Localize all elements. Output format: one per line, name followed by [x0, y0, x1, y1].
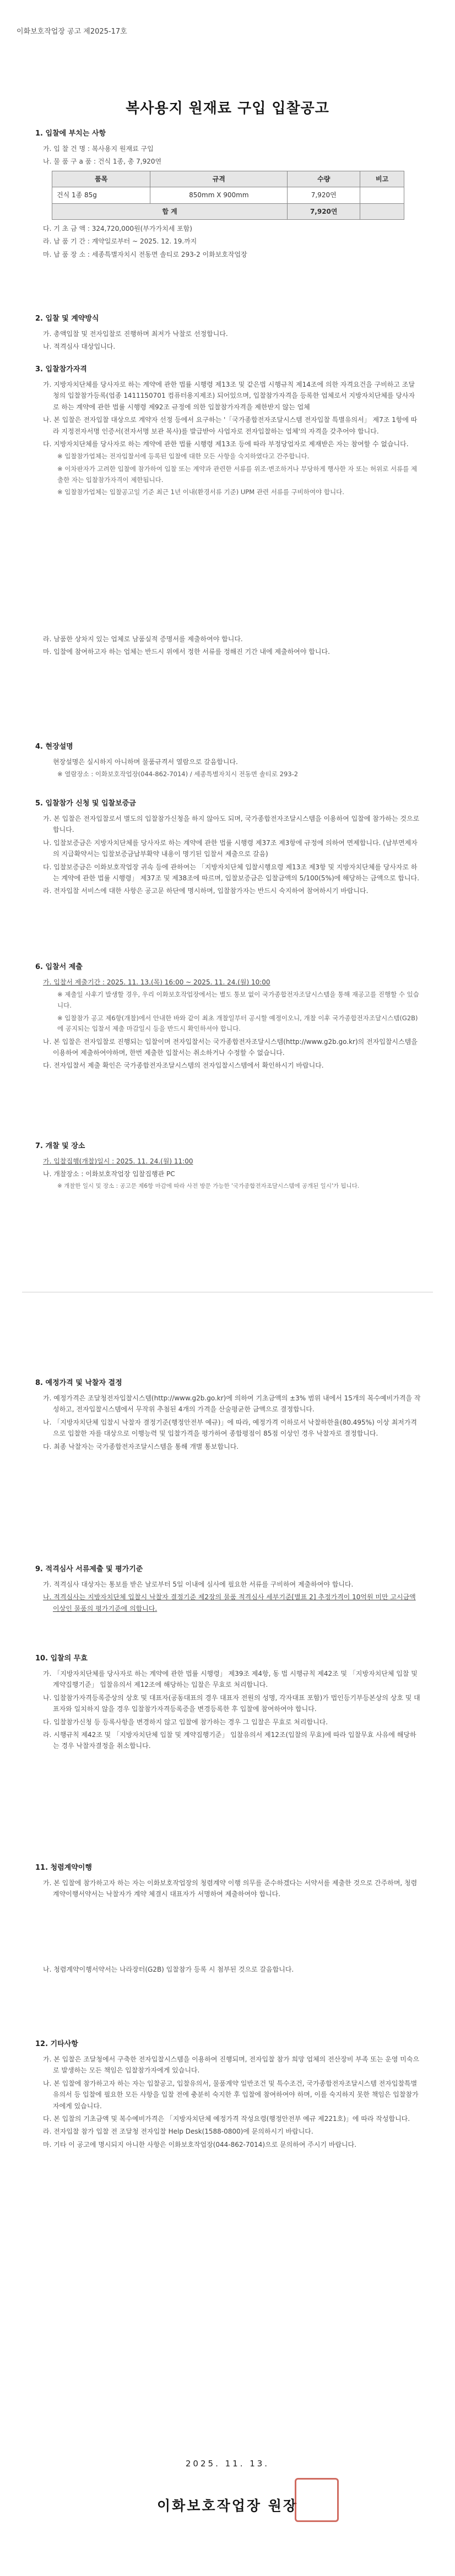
blank-space	[35, 500, 421, 632]
total-note	[360, 203, 404, 219]
cell-qty: 7,920연	[288, 187, 360, 203]
submission-da: 다. 전자입찰서 제출 확인은 국가종합전자조달시스템의 전자입찰시스템에서 확인하시기 바랍니다.	[43, 1062, 324, 1070]
header-qty: 수량	[288, 171, 360, 187]
section-opening	[35, 1140, 421, 1192]
section-title: 2. 입찰 및 계약방식	[35, 315, 99, 323]
opening-note: ※ 개찰한 일시 및 장소 : 공고문 제6항 마감에 따라 사전 방문 가능한 '국가종합전자조달시스템에 공개된 일시'가 됩니다.	[57, 1182, 360, 1189]
total-label: 합 계	[52, 203, 288, 219]
notice-number: 이화보호작업장 공고 제2025-17호	[17, 28, 127, 36]
site-briefing-note: ※ 열람장소 : 이화보호작업장(044-862-7014) / 세종특별자치시 전동면 솔티로 293-2	[57, 770, 299, 778]
opening-date	[43, 1156, 421, 1167]
section-title: 6. 입찰서 제출	[35, 963, 83, 971]
table-header-row	[52, 171, 404, 187]
invalid-na: 나. 입찰참가자격등록증상의 상호 및 대표자(공동대표의 경우 대표자 전원의 성명, 각자대표 포함)가 법인등기부등본상의 상호 및 대표자와 일치하지 않을 경우 입찰참가자격등록증을 변경등록한 후 입찰에 참여하여야 합니다.	[43, 1693, 420, 1713]
cell-note	[360, 187, 404, 203]
base-amount: 다. 기 초 금 액 : 324,720,000원(부가가치세 포함)	[43, 225, 192, 233]
integrity-ga: 가. 본 입찰에 참가하고자 하는 자는 이화보호작업장의 청렴계약 이행 의무를 준수하겠다는 서약서를 제출한 것으로 간주하며, 청렴계약이행서약서는 낙찰자가 계약 체결시 대표자가 서명하여 제출하여야 합니다.	[43, 1879, 418, 1898]
deposit-ra: 라. 전자입찰 서비스에 대한 사항은 공고문 하단에 명시하며, 입찰참가자는 반드시 숙지하여 참여하시기 바랍니다.	[43, 887, 369, 895]
section-submission	[35, 961, 421, 1073]
misc-ga: 가. 본 입찰은 조달청에서 구축한 전자입찰시스템을 이용하여 진행되며, 전자입찰 참가 희망 업체의 전산장비 부족 또는 운영 미숙으로 발생하는 모든 책임은 입찰참가자에게 있습니다.	[43, 2055, 420, 2075]
table-total-row	[52, 203, 404, 219]
signer-name: 이화보호작업장 원장	[156, 2498, 299, 2514]
deposit-ga: 가. 본 입찰은 전자입찰로서 별도의 입찰참가신청을 하지 않아도 되며, 국가종합전자조달시스템을 이용하여 입찰에 참가하는 것으로 합니다.	[43, 815, 420, 834]
header-note: 비고	[360, 171, 404, 187]
official-seal-icon	[295, 2478, 339, 2522]
section-review	[35, 1563, 421, 1616]
page-title: 복사용지 원재료 구입 입찰공고	[126, 100, 329, 117]
eligibility-na: 나. 본 입찰은 전자입찰 대상으로 계약자 선정 등에서 요구하는 '「국가종합전자조달시스템 전자입찰 특별유의서」 제7조 1항에 따라 지정전자서명 인증서(전자서명 보관 복사)를 발급받아 사업자로 전자입찰하는 업체'의 자격을 갖추어야 합니다.	[43, 416, 418, 435]
blank-space	[35, 1902, 421, 1962]
header-spec: 규격	[150, 171, 288, 187]
total-value: 7,920연	[288, 203, 360, 219]
section-deposit	[35, 798, 421, 899]
notice-date: 2025. 11. 13.	[185, 2459, 270, 2469]
section-site-briefing	[35, 741, 421, 782]
section-title: 3. 입찰참가자격	[35, 365, 87, 374]
eligibility-da: 다. 지방자치단체를 당사자로 하는 계약에 관한 법률 시행령 제13조 등에 따라 부정당업자로 제재받은 자는 참여할 수 없습니다.	[43, 440, 409, 448]
section-title: 11. 청렴계약이행	[35, 1864, 92, 1872]
section-title: 9. 적격심사 서류제출 및 평가기준	[35, 1565, 143, 1573]
review-ga: 가. 적격심사 대상자는 통보를 받은 날로부터 5일 이내에 심사에 필요한 서류를 구비하여 제출하여야 합니다.	[43, 1581, 354, 1589]
misc-ma: 마. 기타 이 공고에 명시되지 아니한 사항은 이화보호작업장(044-862-7014)으로 문의하여 주시기 바랍니다.	[43, 2140, 357, 2149]
table-row	[52, 187, 404, 203]
section-title: 1. 입찰에 부치는 사항	[35, 129, 106, 138]
site-briefing-text: 현장설명은 실시하지 아니하며 물품규격서 열람으로 갈음합니다.	[53, 758, 238, 766]
section-title: 10. 입찰의 무효	[35, 1654, 88, 1663]
eligibility-review-text: 나. 적격심사 대상입니다.	[43, 343, 116, 351]
invalid-da: 다. 입찰참가신청 등 등록사항을 변경하지 않고 입찰에 참가하는 경우 그 입찰은 무효로 처리합니다.	[43, 1718, 328, 1726]
bid-goods: 나. 물 품 구 a 품 : 건식 1종, 총 7,920연	[43, 158, 162, 166]
eligibility-ma: 마. 입찰에 참여하고자 하는 업체는 반드시 위에서 정한 서류를 정해진 기간 내에 제출하여야 합니다.	[43, 648, 330, 656]
price-na: 나. 「지방자치단체 입찰시 낙찰자 결정기준(행정안전부 예규)」에 따라, 예정가격 이하로서 낙찰하한율(80.495%) 이상 최저가격으로 입찰한 자를 대상으로 이행능력 및 입찰가격을 평가하여 종합평점이 85점 이상인 경우 낙찰자로 결정합니다.	[43, 1418, 417, 1438]
spec-table	[52, 171, 404, 220]
opening-date-text: 가. 입찰집행(개찰)일시 : 2025. 11. 24.(월) 11:00	[43, 1157, 193, 1166]
section-integrity	[35, 1862, 421, 1977]
section-bid-subject	[35, 128, 421, 262]
review-na	[43, 1592, 421, 1614]
eligibility-ra: 라. 남품한 상차지 있는 업체로 남품실적 증명서를 제출하여야 합니다.	[43, 635, 243, 643]
section-title: 8. 예정가격 및 낙찰자 결정	[35, 1379, 122, 1387]
submission-period-text: 가. 입찰서 제출기간 : 2025. 11. 13.(목) 16:00 ~ 2025. 11. 24.(월) 10:00	[43, 978, 270, 987]
delivery-period: 라. 납 품 기 간 : 계약일로부터 ~ 2025. 12. 19.까지	[43, 237, 197, 246]
deposit-da: 다. 입찰보증금은 이화보호작업장 귀속 등에 관하여는 「지방자치단체 입찰시행요령 제13조 제3항 및 지방자치단체를 당사자로 하는 계약에 관한 법률 시행령」 제37조 및 제38조에 따르며, 입찰보증금은 입찰금액의 5/100(5%)에 해당하는 금액으로 합니다.	[43, 863, 420, 883]
section-invalid	[35, 1653, 421, 1754]
eligibility-note: ※ 입찰참가업체는 전자입찰서에 등록된 입찰에 대한 모든 사항을 숙지하였다고 간주합니다.	[57, 452, 310, 461]
section-price	[35, 1377, 421, 1454]
section-title: 4. 현장설명	[35, 743, 73, 751]
section-eligibility	[35, 364, 421, 659]
misc-na: 나. 본 입찰에 참가하고자 하는 자는 입찰공고, 입찰유의서, 물품계약 일반조건 및 특수조건, 국가종합전자조달시스템 전자입찰특별유의서 등 입찰에 필요한 모든 사항을 입찰 전에 충분히 숙지한 후 입찰에 참여하여야 하며, 이를 숙지하지 못한 책임은 입찰참가자에게 있습니다.	[43, 2079, 419, 2110]
price-ga: 가. 예정가격은 조달청전자입찰시스템(http://www.g2b.go.kr)에 의하여 기초금액의 ±3% 범위 내에서 15개의 복수예비가격을 작성하고, 전자입찰시스템에서 무작위 추첨된 4개의 가격을 산술평균한 금액으로 결정합니다.	[43, 1394, 421, 1414]
opening-place: 나. 개찰장소 : 이화보호작업장 입찰집행관 PC	[43, 1170, 175, 1178]
eligibility-note: ※ 입찰참가업체는 입찰공고일 기준 최근 1년 이내(환경서류 기준) UPM 관련 서류를 구비하여야 합니다.	[57, 488, 344, 496]
section-misc	[35, 2038, 421, 2152]
invalid-ga: 가. 「지방자치단체를 당사자로 하는 계약에 관한 법률 시행령」 제39조 제4항, 동 법 시행규칙 제42조 및 「지방자치단체 입찰 및 계약집행기준」 입찰유의서 제12조에 해당하는 입찰은 무효로 처리합니다.	[43, 1670, 418, 1689]
review-na-text: 나. 적격심사는 지방자치단체 입찰시 낙찰자 결정기준 제2장의 물품 적격심사 세부기준[별표 2] 추정가격이 10억원 미만 고시금액 이상인 물품의 평가기준에 의합니다.	[43, 1593, 416, 1612]
header-item: 품목	[52, 171, 150, 187]
section-title: 5. 입찰참가 신청 및 입찰보증금	[35, 799, 136, 808]
bid-method-text: 가. 총액입찰 및 전자입찰로 진행하며 최저가 낙찰로 선정합니다.	[43, 330, 228, 338]
submission-note: ※ 제출일 사후기 발생할 경우, 우리 이화보호작업장에서는 별도 통보 없이 국가종합전자조달시스템을 통해 재공고를 진행할 수 있습니다.	[57, 991, 419, 1010]
invalid-ra: 라. 시행규칙 제42조 및 「지방자치단체 입찰 및 계약집행기준」 입찰유의서 제12조(입찰의 무효)에 따라 입찰무효 사유에 해당하는 경우 낙찰자결정을 취소합니다.	[43, 1731, 416, 1750]
cell-item: 건식 1종 85g	[52, 187, 150, 203]
eligibility-note: ※ 이차판자가 고려한 입찰에 참가하여 입찰 또는 계약과 관련한 서류를 위조·변조하거나 부당하게 행사한 자 또는 허위로 서류를 제출한 자는 입찰참가자격이 제한됩니다.	[57, 464, 418, 484]
integrity-na: 나. 청렴계약이행서약서는 나라장터(G2B) 입찰참가 등록 시 첨부된 것으로 갈음합니다.	[43, 1965, 294, 1973]
section-title: 12. 기타사항	[35, 2040, 78, 2048]
misc-da: 다. 본 입찰의 기초금액 및 복수예비가격은 「지방자치단체 예정가격 작성요령(행정안전부 예규 제221호)」에 따라 작성합니다.	[43, 2115, 410, 2123]
submission-note: ※ 입찰참가 공고 제6항(개찰)에서 안내한 바와 같이 최초 개찰일부터 공시할 예정이오니, 개찰 이후 국가종합전자조달시스템(G2B)에 공지되는 입찰서 제출 마감일시 등을 반드시 확인하셔야 합니다.	[57, 1014, 418, 1033]
eligibility-ga: 가. 지방자치단체를 당사자로 하는 계약에 관한 법률 시행령 제13조 및 같은법 시행규칙 제14조에 의한 자격요건을 구비하고 조달청의 입찰참가등록(업종 1411150701 컴퓨터용지제조) 되어있으며, 입찰참가자격을 등록한 업체로서 지방자치단체를 당사자로 하는 계약에 관한 법률 시행령 제92조 규정에 의한 입찰참가자격을 제한받지 않는 업체	[43, 381, 415, 411]
submission-na: 나. 본 입찰은 전자입찰로 진행되는 입찰이며 전자입찰서는 국가종합전자조달시스템(http://www.g2b.go.kr)의 전자입찰시스템을 이용하여 제출하여야하며, 한번 제출한 입찰서는 취소하거나 수정할 수 없습니다.	[43, 1037, 418, 1057]
bid-name: 가. 입 찰 건 명 : 복사용지 원재료 구입	[43, 145, 154, 153]
cell-spec: 850mm X 900mm	[150, 187, 288, 203]
deposit-na: 나. 입찰보증금은 지방자치단체를 당사자로 하는 계약에 관한 법률 시행령 제37조 제3항에 규정에 의하여 면제합니다. (납부면제자의 지급확약서는 입찰보증금납부확약 내용이 명기된 입찰서 제출으로 갈음)	[43, 838, 418, 858]
misc-ra: 라. 전자입찰 참가 입찰 전 조달청 전자입찰 Help Desk(1588-0800)에 문의하시기 바랍니다.	[43, 2128, 313, 2136]
delivery-place: 마. 납 품 장 소 : 세종특별자치시 전동면 솔티로 293-2 이화보호작업장	[43, 250, 247, 258]
section-title: 7. 개찰 및 장소	[35, 1142, 85, 1150]
price-da: 다. 최종 낙찰자는 국가종합전자조달시스템을 통해 개별 통보합니다.	[43, 1442, 239, 1451]
section-bid-method	[35, 313, 421, 354]
submission-period	[43, 977, 421, 988]
